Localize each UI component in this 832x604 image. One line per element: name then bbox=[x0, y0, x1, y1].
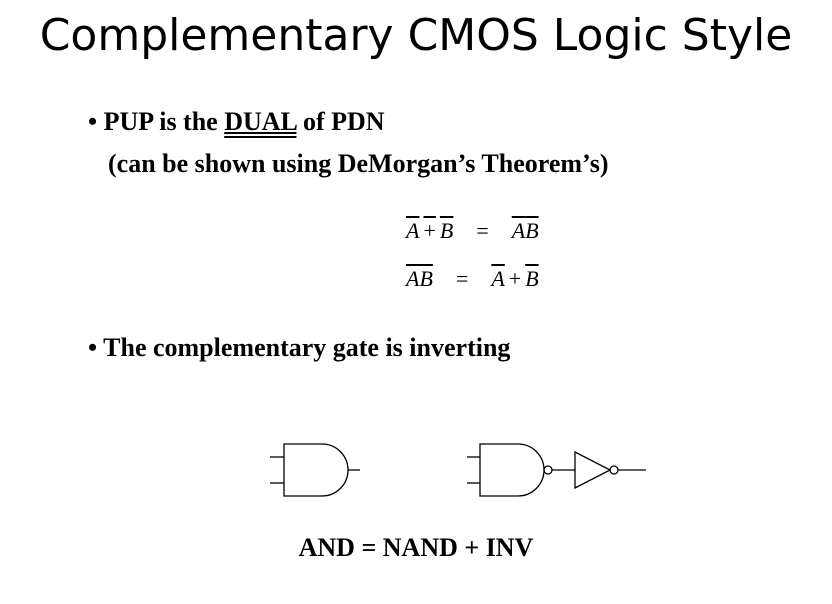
eq1-rhs-b: $\overline{B}$ bbox=[525, 218, 539, 243]
eq2-lhs-a: A bbox=[406, 266, 420, 291]
eq2-equals: = bbox=[455, 266, 469, 291]
bullet-inverting bbox=[88, 332, 510, 364]
bullet-suffix: of PDN bbox=[302, 107, 385, 136]
bullet-marker: • bbox=[88, 333, 98, 362]
bullet-text: The complementary gate is inverting bbox=[103, 333, 511, 362]
eq2-rhs-op: + bbox=[508, 266, 522, 291]
demorgan-equation-2 bbox=[406, 265, 539, 293]
eq2-rhs-a: $\overline{A}$ bbox=[491, 266, 505, 291]
slide-title: Complementary CMOS Logic Style bbox=[39, 10, 793, 61]
caption-and-nand-inv: AND = NAND + INV bbox=[298, 533, 534, 562]
nand-gate-icon bbox=[467, 444, 575, 496]
eq2-lhs-b: B bbox=[419, 266, 433, 291]
eq1-rhs-a: $\overline{A}$ bbox=[511, 218, 526, 243]
eq1-equals: = bbox=[476, 218, 489, 243]
eq1-lhs-a: A bbox=[406, 218, 420, 243]
bullet-prefix: PUP is the bbox=[103, 107, 218, 136]
and-gate-icon bbox=[270, 444, 360, 496]
dual-emphasis: DUAL bbox=[224, 107, 297, 136]
eq2-lhs-overbar bbox=[406, 266, 433, 291]
eq1-lhs-overbar bbox=[406, 218, 453, 243]
demorgan-equation-1 bbox=[406, 217, 539, 245]
bullet-subline: (can be shown using DeMorgan’s Theorem’s) bbox=[108, 149, 609, 178]
gate-diagram bbox=[260, 430, 660, 510]
eq1-lhs-op: + bbox=[423, 218, 436, 243]
inverter-icon bbox=[575, 452, 646, 488]
eq2-rhs-b: $\overline{B}$ bbox=[525, 266, 539, 291]
eq1-lhs-b: B bbox=[439, 218, 454, 243]
bullet-pup-dual bbox=[88, 106, 385, 138]
bullet-marker: • bbox=[88, 107, 98, 136]
